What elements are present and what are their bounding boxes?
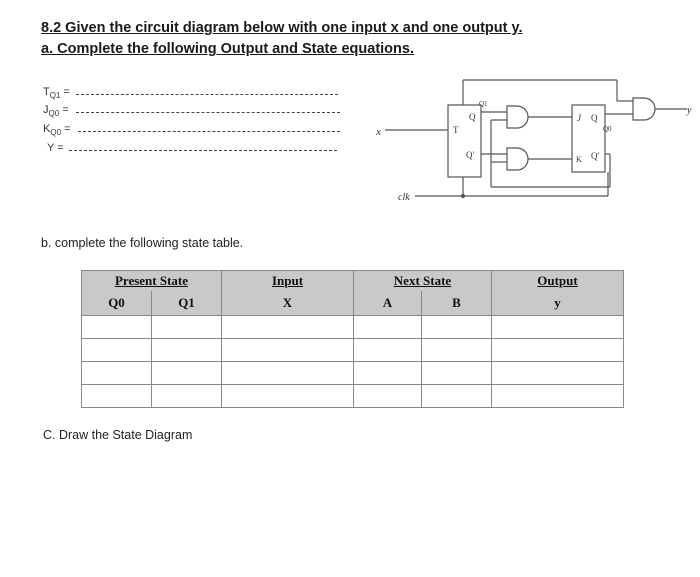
table-row (82, 316, 624, 339)
answer-line-tq1[interactable] (76, 94, 338, 95)
cell-x[interactable] (222, 316, 354, 339)
cell-b[interactable] (422, 385, 492, 408)
ff2-k-label: K (576, 155, 582, 164)
equation-y: Y = (47, 142, 64, 154)
ff2-qbar-label: Q' (591, 151, 600, 161)
part-b-heading: b. complete the following state table. (41, 236, 244, 250)
header-a: A (354, 291, 422, 316)
cell-q1[interactable] (152, 339, 222, 362)
t-flipflop (448, 105, 481, 177)
answer-line-y[interactable] (69, 150, 337, 151)
and-gate-bottom (507, 148, 528, 170)
cell-q0[interactable] (82, 362, 152, 385)
header-output: Output (492, 271, 624, 292)
equation-kq0: $K_{Q0}$ = (43, 123, 71, 138)
cell-q1[interactable] (152, 385, 222, 408)
header-next-state: Next State (354, 271, 492, 292)
answer-line-kq0[interactable] (78, 131, 340, 132)
cell-y[interactable] (492, 316, 624, 339)
ff2-j-label: J (577, 113, 581, 123)
cell-a[interactable] (354, 316, 422, 339)
cell-x[interactable] (222, 385, 354, 408)
header-b: B (422, 291, 492, 316)
cell-x[interactable] (222, 339, 354, 362)
question-title: 8.2 Given the circuit diagram below with one input x and one output y. (41, 20, 523, 36)
ff2-q0-tag: Q0 (603, 125, 612, 133)
input-x-label: x (376, 126, 381, 138)
ff1-qbar-label: Q' (466, 150, 475, 160)
cell-b[interactable] (422, 339, 492, 362)
cell-b[interactable] (422, 362, 492, 385)
header-input: Input (222, 271, 354, 292)
equation-tq1: $T_{Q1}$ = (43, 86, 70, 101)
table-row (82, 385, 624, 408)
header-q1: Q1 (152, 291, 222, 316)
cell-b[interactable] (422, 316, 492, 339)
cell-q0[interactable] (82, 385, 152, 408)
cell-y[interactable] (492, 339, 624, 362)
cell-q0[interactable] (82, 339, 152, 362)
part-c-heading: C. Draw the State Diagram (43, 428, 193, 442)
cell-a[interactable] (354, 362, 422, 385)
output-y-label: y (687, 105, 692, 116)
header-y: y (492, 291, 624, 316)
table-row (82, 339, 624, 362)
cell-a[interactable] (354, 339, 422, 362)
header-x: X (222, 291, 354, 316)
equation-jq0: $J_{Q0}$ = (43, 104, 69, 119)
and-gate-top (507, 106, 528, 128)
ff1-t-label: T (453, 125, 459, 135)
state-table (81, 270, 624, 408)
cell-q1[interactable] (152, 316, 222, 339)
cell-a[interactable] (354, 385, 422, 408)
header-q0: Q0 (82, 291, 152, 316)
cell-x[interactable] (222, 362, 354, 385)
part-a-heading: a. Complete the following Output and State equations. (41, 41, 414, 57)
and-gate-output (633, 98, 655, 120)
answer-line-jq0[interactable] (76, 112, 340, 113)
ff2-q-label: Q (591, 113, 598, 123)
table-row (82, 362, 624, 385)
cell-y[interactable] (492, 362, 624, 385)
clk-label: clk (398, 192, 410, 203)
ff1-q-label: Q (469, 112, 476, 122)
cell-q1[interactable] (152, 362, 222, 385)
cell-q0[interactable] (82, 316, 152, 339)
circuit-diagram (365, 72, 697, 217)
ff1-q1-tag: Q1 (479, 100, 488, 108)
cell-y[interactable] (492, 385, 624, 408)
header-present-state: Present State (82, 271, 222, 292)
